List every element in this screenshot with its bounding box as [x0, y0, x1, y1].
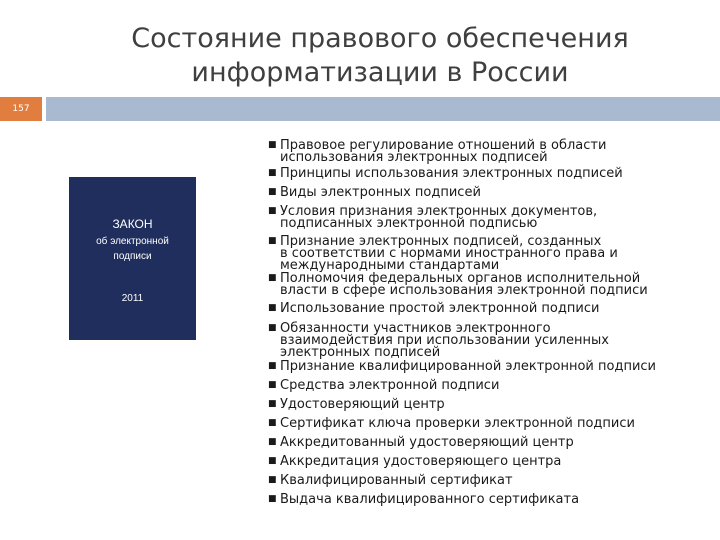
bullet-icon: ■: [268, 418, 277, 428]
topic-item-line: Условия признания электронных документов,: [280, 204, 598, 219]
bullet-icon: ■: [268, 437, 277, 447]
bullet-icon: ■: [268, 361, 277, 371]
topic-item: [268, 361, 656, 373]
bullet-icon: ■: [268, 456, 277, 466]
topic-item: [268, 168, 623, 180]
topic-item: [268, 456, 561, 468]
topic-item-line: власти в сфере использования электронной подписи: [280, 283, 648, 298]
topic-item: [268, 187, 481, 199]
topic-item: [268, 206, 597, 230]
bullet-icon: ■: [268, 399, 277, 409]
topic-item-line: Использование простой электронной подписи: [280, 301, 600, 316]
topic-item: [268, 475, 513, 487]
book-subtitle-line-1: об электронной: [96, 236, 169, 247]
topic-item-line: Аккредитация удостоверяющего центра: [280, 454, 562, 469]
slide-number-badge: 157: [0, 97, 42, 121]
topic-item-line: Обязанности участников электронного: [280, 321, 551, 336]
topic-item-line: взаимодействия при использовании усиленных: [280, 333, 609, 348]
topic-item-line: Признание квалифицированной электронной подписи: [280, 359, 656, 374]
bullet-icon: ■: [268, 380, 277, 390]
topic-item-line: Квалифицированный сертификат: [280, 473, 513, 488]
bullet-icon: ■: [268, 323, 277, 333]
topic-item: [268, 399, 445, 411]
topic-item-line: Полномочия федеральных органов исполнительной: [280, 271, 641, 286]
bullet-icon: ■: [268, 206, 277, 216]
topic-item-line: Удостоверяющий центр: [280, 397, 445, 412]
book-heading: ЗАКОН: [112, 217, 153, 231]
topic-item: [268, 273, 648, 297]
slide-title-line-1: Состояние правового обеспечения: [131, 23, 629, 54]
topic-item-line: Принципы использования электронных подписей: [280, 166, 623, 181]
topic-item: [268, 494, 579, 506]
bullet-icon: ■: [268, 236, 277, 246]
topic-item: [268, 437, 574, 449]
topic-item: [268, 323, 609, 359]
topic-item-line: использования электронных подписей: [280, 150, 548, 165]
slide-title-line-2: информатизации в России: [191, 57, 569, 88]
header-bar: [46, 97, 720, 121]
topic-item: [268, 418, 635, 430]
bullet-icon: ■: [268, 303, 277, 313]
topic-item: [268, 140, 606, 164]
bullet-icon: ■: [268, 475, 277, 485]
topic-item-line: Правовое регулирование отношений в области: [280, 138, 607, 153]
topic-item-line: Аккредитованный удостоверяющий центр: [280, 435, 574, 450]
book-subtitle-line-2: подписи: [113, 251, 152, 262]
topic-item-line: подписанных электронной подписью: [280, 216, 538, 231]
topic-item-line: Выдача квалифицированного сертификата: [280, 492, 580, 507]
bullet-icon: ■: [268, 273, 277, 283]
bullet-icon: ■: [268, 494, 277, 504]
topic-item-line: Средства электронной подписи: [280, 378, 500, 393]
slide-title: [60, 22, 700, 90]
topic-item-line: электронных подписей: [280, 345, 441, 360]
topic-item: [268, 236, 618, 272]
book-year: 2011: [121, 293, 144, 304]
topic-item: [268, 303, 599, 315]
bullet-icon: ■: [268, 140, 277, 150]
topic-item-line: в соответствии с нормами иностранного права и: [280, 246, 618, 261]
topic-item-line: международными стандартами: [280, 258, 500, 273]
book-subtitle: [69, 234, 196, 264]
topic-item: [268, 380, 499, 392]
topic-item-line: Признание электронных подписей, созданных: [280, 234, 602, 249]
law-book-cover: [69, 177, 196, 340]
bullet-icon: ■: [268, 187, 277, 197]
bullet-icon: ■: [268, 168, 277, 178]
topic-item-line: Виды электронных подписей: [280, 185, 481, 200]
topic-item-line: Сертификат ключа проверки электронной подписи: [280, 416, 635, 431]
